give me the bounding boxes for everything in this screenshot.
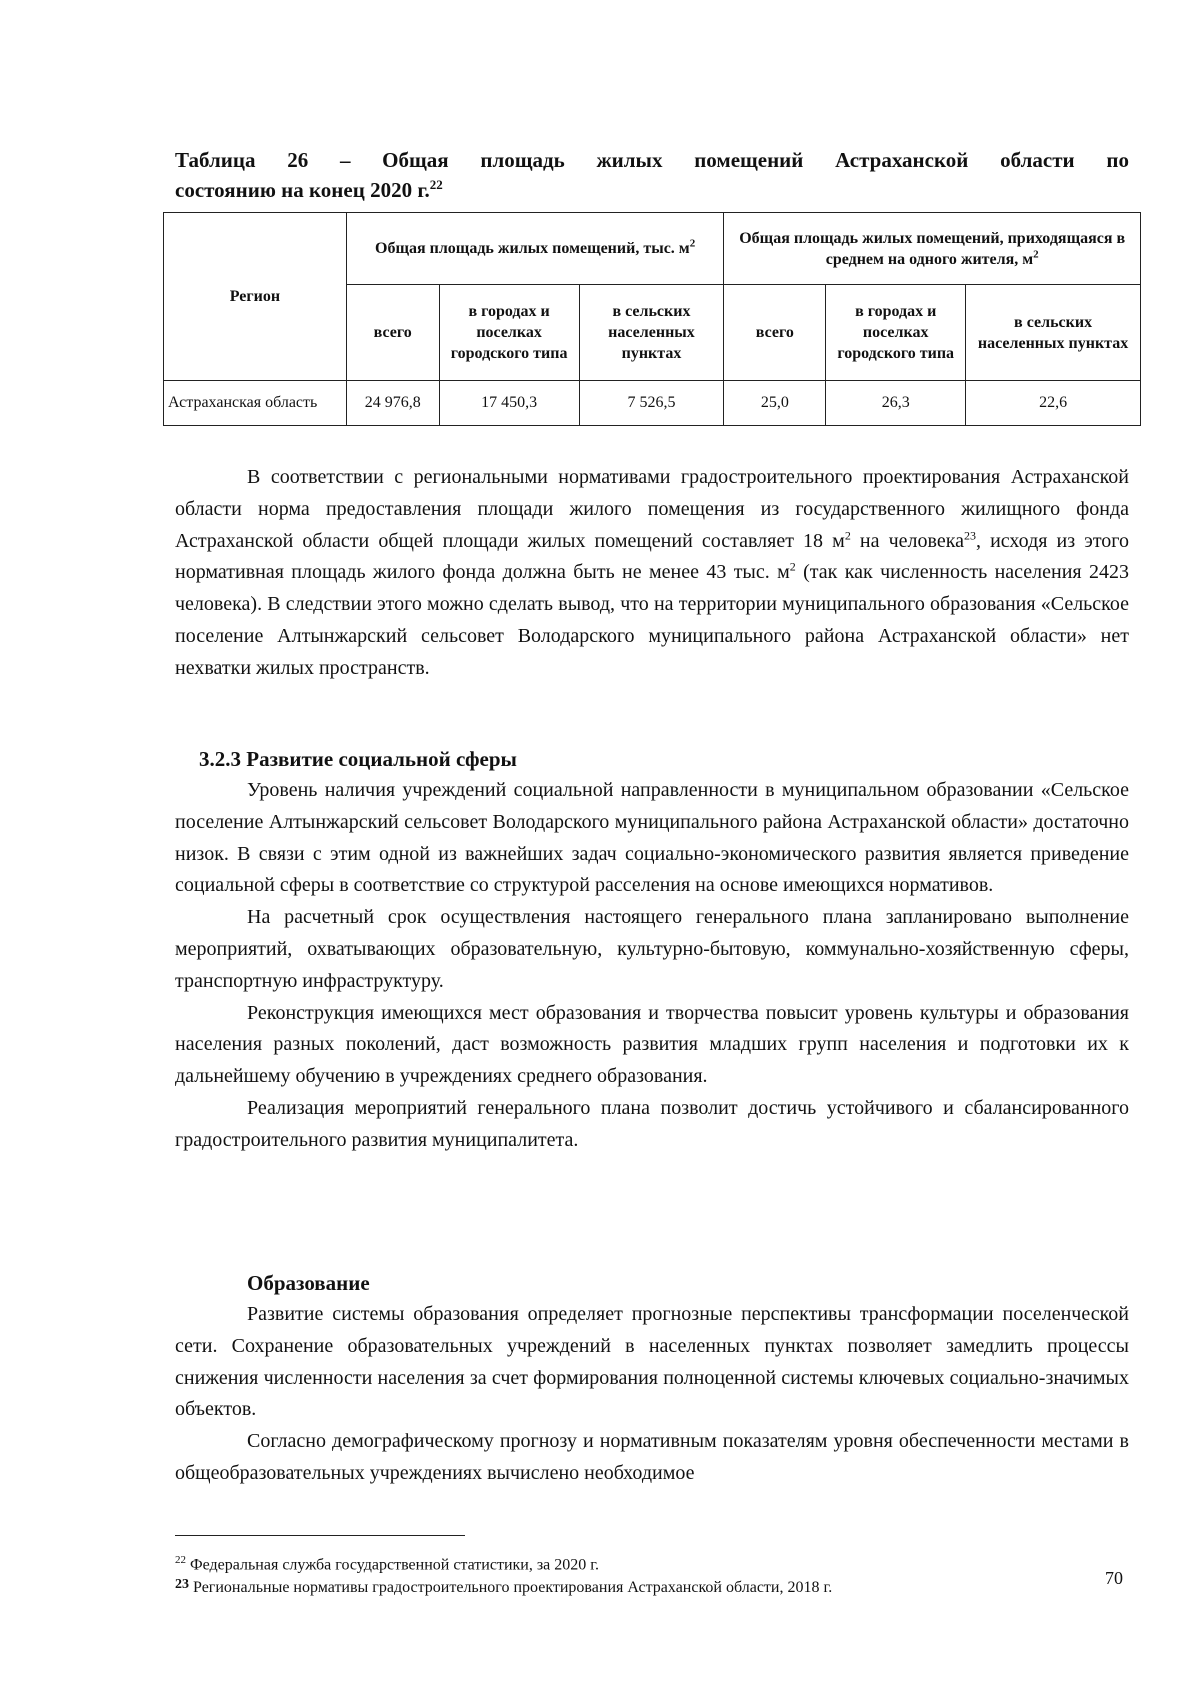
table-caption xyxy=(175,145,1129,205)
cell-total: 24 976,8 xyxy=(346,381,439,426)
social-section xyxy=(175,743,1129,1157)
footnote-number: 23 xyxy=(175,1577,189,1592)
cell-total-per-capita: 25,0 xyxy=(724,381,826,426)
header-group-per-capita xyxy=(724,213,1141,285)
cell-rural-per-capita: 22,6 xyxy=(966,381,1141,426)
para1-text-a: В соответствии с региональными нормативами градостроительного проектирования Астраханской области норма предоставления площади жилого помещения из государственного жилищного фонда Астраханской области общей площади жилых помещений составляет 18 м xyxy=(175,466,1129,552)
paragraph: Реконструкция имеющихся мест образования и творчества повысит уровень культуры и образования населения разных поколений, даст возможность развития младших групп населения и подготовки их к дальнейшему обучению в учреждениях среднего образования. xyxy=(175,1001,1129,1088)
paragraph: Согласно демографическому прогнозу и нормативным показателям уровня обеспеченности местами в общеобразовательных учреждениях вычислено необходимое xyxy=(175,1430,1129,1484)
para1-text-b: на человека xyxy=(850,529,964,552)
table-caption-line2 xyxy=(175,175,1129,205)
paragraph xyxy=(175,462,1129,685)
footnote-number: 22 xyxy=(175,1554,186,1566)
header-group-total-area xyxy=(346,213,724,285)
header-total-per-capita: всего xyxy=(724,285,826,381)
footnote-text: Федеральная служба государственной статистики, за 2020 г. xyxy=(190,1556,600,1574)
paragraph: Реализация мероприятий генерального плана позволит достичь устойчивого и сбалансированного градостроительного развития муниципалитета. xyxy=(175,1096,1129,1151)
footnote-ref-23: 23 xyxy=(964,527,976,542)
page-number: 70 xyxy=(1105,1568,1123,1588)
para1-sup2: 2 xyxy=(789,559,796,574)
header-rural-per-capita: в сельских населенных пунктах xyxy=(966,285,1141,381)
header-group-total-area-sup: 2 xyxy=(689,237,696,250)
para1-text-d: (так как численность населения 2423 человека). В следствии этого можно сделать вывод, что на территории муниципального образования «Сельское поселение Алтынжарский сельсовет Володарского муниципального района Астраханской области» нет нехватки жилых пространств. xyxy=(175,561,1129,679)
para1-sup1: 2 xyxy=(844,527,851,542)
para1-text-c: , исходя из этого нормативная площадь жилого фонда должна быть не менее 43 тыс. м xyxy=(175,529,1130,584)
education-section xyxy=(175,1267,1129,1490)
header-group-per-capita-text: Общая площадь жилых помещений, приходящаяся в среднем на одного жителя, м xyxy=(739,229,1126,268)
footnote-22 xyxy=(175,1549,599,1576)
paragraph: На расчетный срок осуществления настоящего генерального плана запланировано выполнение мероприятий, охватывающих образовательную, культурно-бытовую, коммунально-хозяйственную сферы, транспортную инфраструктуру. xyxy=(175,906,1129,992)
housing-norm-paragraph xyxy=(175,462,1129,685)
table-caption-line2-text: состоянию на конец 2020 г. xyxy=(175,178,430,202)
header-group-total-area-text: Общая площадь жилых помещений, тыс. м xyxy=(375,240,690,257)
cell-urban-per-capita: 26,3 xyxy=(826,381,966,426)
cell-region: Астраханская область xyxy=(164,381,347,426)
cell-urban: 17 450,3 xyxy=(439,381,579,426)
footnote-separator xyxy=(175,1535,465,1536)
header-total: всего xyxy=(346,285,439,381)
section-heading: 3.2.3 Развитие социальной сферы xyxy=(199,747,517,771)
cell-rural: 7 526,5 xyxy=(579,381,724,426)
footnote-text: Региональные нормативы градостроительного проектирования Астраханской области, 2018 г. xyxy=(193,1579,833,1596)
header-rural: в сельских населенных пунктах xyxy=(579,285,724,381)
footnote-ref-22: 22 xyxy=(429,177,443,192)
header-urban: в городах и поселках городского типа xyxy=(439,285,579,381)
paragraph: Уровень наличия учреждений социальной направленности в муниципальном образовании «Сельское поселение Алтынжарский сельсовет Володарского муниципального района Астраханской области» достаточно низок. В связи с этим одной из важнейших задач социально-экономического развития является приведение социальной сферы в соответствие со структурой расселения на основе имеющихся нормативов. xyxy=(175,779,1129,897)
header-urban-per-capita: в городах и поселках городского типа xyxy=(826,285,966,381)
header-region: Регион xyxy=(164,213,347,381)
footnote-23 xyxy=(175,1574,832,1599)
education-heading: Образование xyxy=(247,1271,370,1295)
table-caption-line1: Таблица 26 – Общая площадь жилых помещений Астраханской области по xyxy=(175,148,1129,172)
paragraph: Развитие системы образования определяет прогнозные перспективы трансформации поселенческой сети. Сохранение образовательных учреждений в населенных пунктах позволяет замедлить процессы снижения численности населения за счет формирования полноценной системы ключевых социально-значимых объектов. xyxy=(175,1303,1129,1421)
header-group-per-capita-sup: 2 xyxy=(1033,248,1039,261)
housing-area-table xyxy=(163,212,1141,426)
table-row xyxy=(164,381,1141,426)
